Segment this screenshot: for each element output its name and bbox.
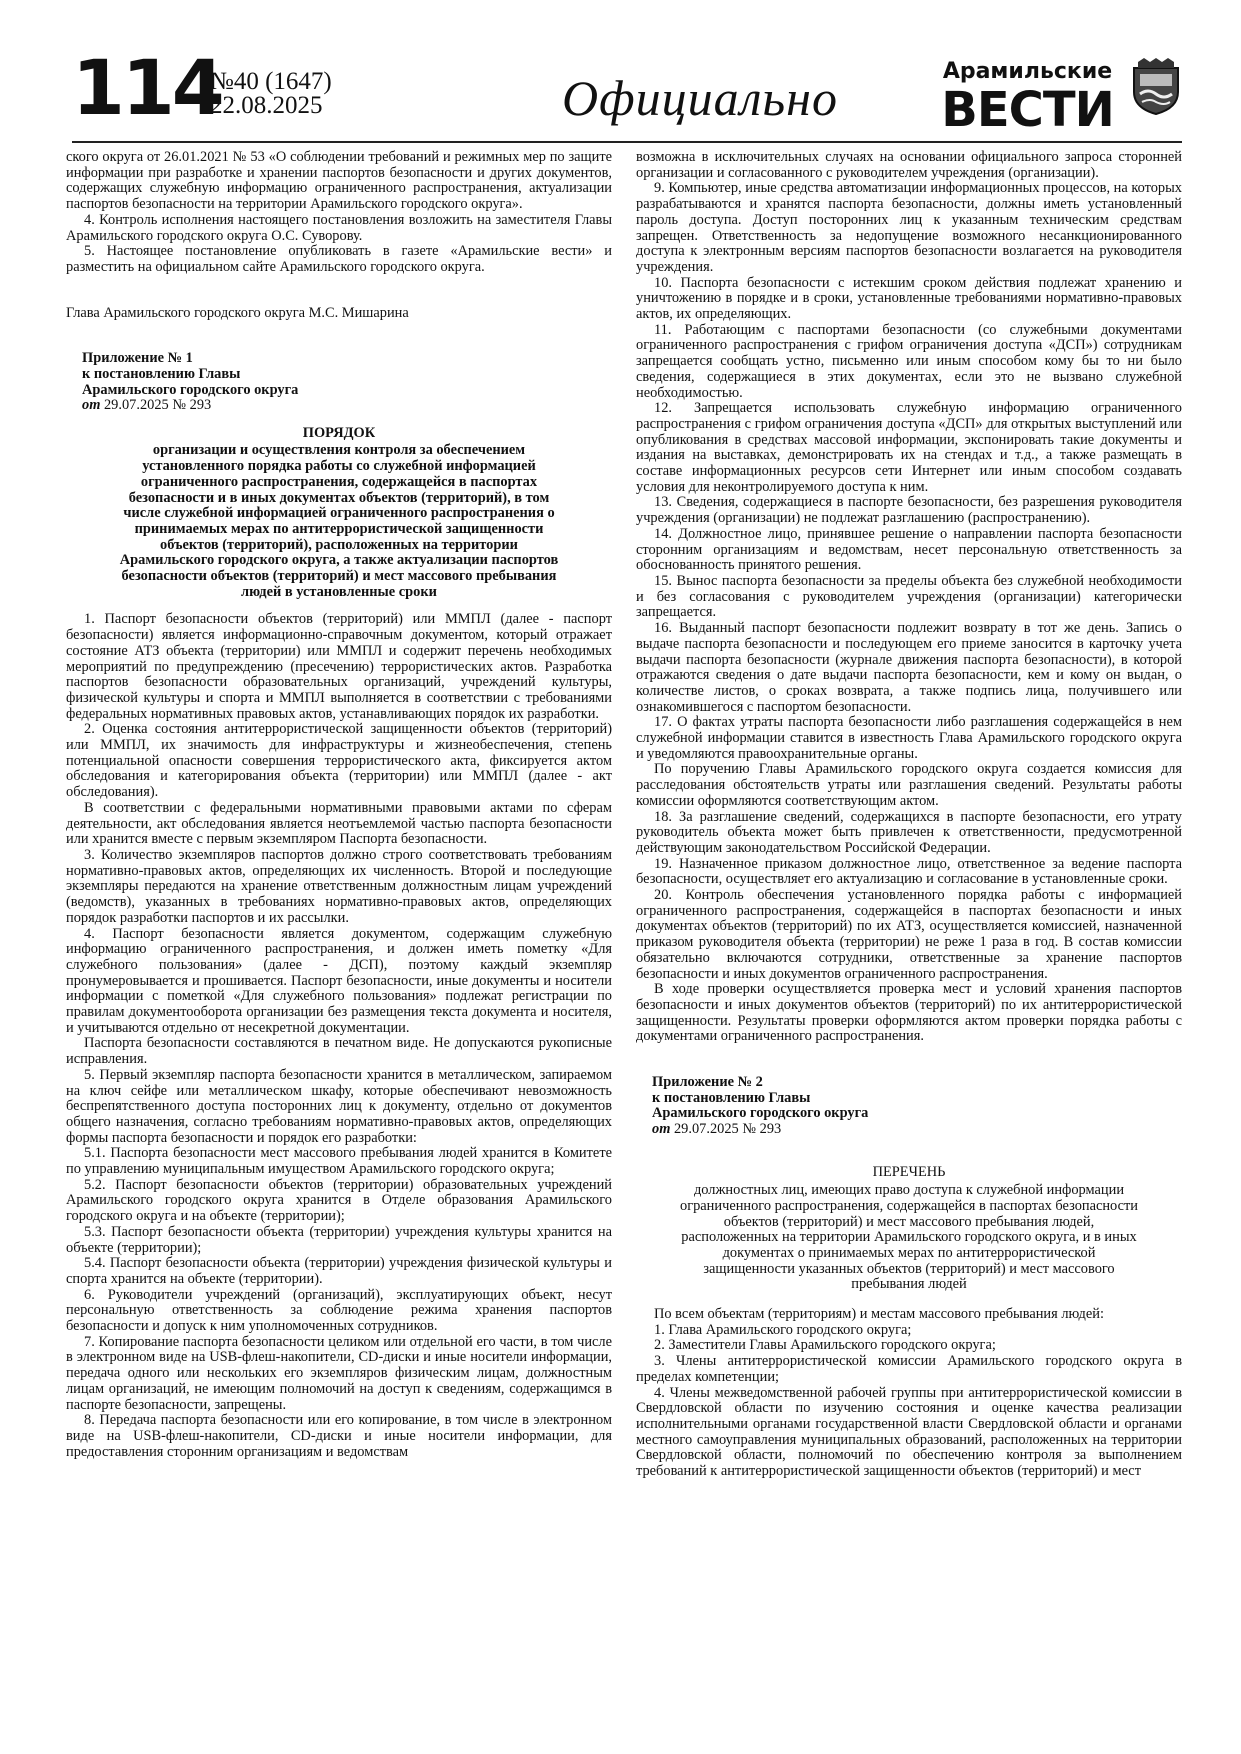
body-paragraph: Паспорта безопасности составляются в печатном виде. Не допускаются рукописные исправления. [66,1035,612,1068]
issue-info [210,70,332,118]
appendix-date-value: 29.07.2025 № 293 [670,1120,782,1137]
appendix-line: к постановлению Главы [82,365,241,382]
list-title: ПЕРЕЧЕНЬ [872,1164,946,1181]
appendix-line: Арамильского городского округа [652,1105,869,1122]
list-item: 1. Глава Арамильского городского округа; [654,1321,912,1338]
body-paragraph: 1. Паспорт безопасности объектов (территорий) или ММПЛ (далее - паспорт безопасности) является информационно-справочным документом, который отражает состояние АТЗ объекта (территории) или ММПЛ и содержит перечень необходимых мероприятий по предупреждению (пресечению) террористических актов. Разработка паспортов безопасности образовательных организаций, учреждений культуры, физической культуры и спорта и ММПЛ выполняется в соответствии с требованиями федеральных нормативных правовых актов, устанавливающих порядок их разработки. [66,611,612,722]
logo-main-text: ВЕСТИ [941,82,1114,138]
body-paragraph: 17. О фактах утраты паспорта безопасности либо разглашения содержащейся в нем служебной информации ставится в известность Глава Арамильского городского округа и уведомляются правоохранительные органы. [636,714,1182,762]
body-paragraph: 19. Назначенное приказом должностное лицо, ответственное за ведение паспорта безопасности, осуществляет его актуализацию и согласование в установленные сроки. [636,855,1182,888]
list-item: По всем объектам (территориям) и местам массового пребывания людей: [654,1306,1104,1323]
document-title: ПОРЯДОК [302,424,376,441]
issue-number: №40 (1647) [210,68,332,95]
appendix-date-prefix: от [82,397,101,414]
list-item: 3. Члены антитеррористической комиссии Арамильского городского округа в пределах компетенции; [636,1353,1182,1385]
body-paragraph: 5.4. Паспорт безопасности объекта (территории) учреждения физической культуры и спорта хранится на объекте (территории). [66,1255,612,1287]
body-paragraph: возможна в исключительных случаях на основании официального запроса сторонней организации и согласованного с руководителем учреждения (организации). [636,149,1182,181]
appendix-line: Приложение № 1 [82,350,193,367]
body-paragraph: 5. Первый экземпляр паспорта безопасности хранится в металлическом, запираемом на ключ сейфе или металлическом шкафу, которые обеспечивают невозможность беспрепятственного доступа посторонних лиц к документу, отдельно от документов общего назначения, согласно требованиям нормативно-правовых актов, определяющих формы паспорта безопасности и порядок его разработки: [66,1066,612,1146]
list-item: 4. Члены межведомственной рабочей группы при антитеррористической комиссии в Свердловской области по изучению состояния и оценке качества реализации исполнительными органами государственной власти Свердловской области и органами местного самоуправления муниципальных образований, расположенных на территории Свердловской области, полномочий по обеспечению контроля за выполнением требований к антитеррористической защищенности объектов (территорий) и мест [636,1384,1182,1480]
body-paragraph: 16. Выданный паспорт безопасности подлежит возврату в тот же день. Запись о выдаче паспорта безопасности и последующем его приеме заносится в карточку учета выдачи паспорта безопасности (журнале движения паспорта безопасности), в которой отражаются сведения о дате выдачи паспорта безопасности, кем и кому он выдан, о количестве листов, о сроках возврата, а также подпись лица, получившего или ознакомившегося с паспортом безопасности. [636,620,1182,715]
newspaper-logo [940,60,1115,136]
body-paragraph: 4. Паспорт безопасности является документом, содержащим служебную информацию ограниченного распространения, и должен иметь пометку «Для служебного пользования» (далее - ДСП), поэтому каждый экземпляр пронумеровывается и прошивается. Паспорт безопасности, иные документы и носители информации с пометкой «Для служебного пользования» подлежат регистрации по правилам документооборота организации без размещения текста документа и носителя, и учитываются отдельно от несекретной документации. [66,925,612,1036]
body-paragraph: В ходе проверки осуществляется проверка мест и условий хранения паспортов безопасности и иных документов объектов (территорий) по их антитеррористической защищенности. Результаты проверки оформляются актом проверки порядка работы с документами ограниченного распространения. [636,981,1182,1045]
coat-of-arms-icon [1132,58,1180,116]
intro-paragraph: 5. Настоящее постановление опубликовать в газете «Арамильские вести» и разместить на официальном сайте Арамильского городского округа. [66,243,612,275]
body-paragraph: 7. Копирование паспорта безопасности целиком или отдельной его части, в том числе в электронном виде на USB-флеш-накопители, CD-диски и иные носители информации, передача одного или нескольких его экземпляров физическим лицам, должностным лицам организаций, не имеющим полномочий на доступ к сведениям, содержащимся в паспорте безопасности, запрещены. [66,1333,612,1413]
signature-line: Глава Арамильского городского округа М.С. Мишарина [66,304,409,321]
appendix-line: к постановлению Главы [652,1089,811,1106]
body-paragraph: 20. Контроль обеспечения установленного порядка работы с информацией ограниченного распространения, содержащейся в паспортах безопасности и иных документах объектов (территорий) по их АТЗ, осуществляется комиссией, назначенной приказом руководителя объекта (территории) не реже 1 раза в год. В состав комиссии обязательно включаются сотрудники, ответственные за хранение паспортов безопасности и иных документов ограниченного распространения. [636,887,1182,982]
body-paragraph: 6. Руководители учреждений (организаций), эксплуатирующих объект, несут персональную ответственность за соблюдение режима хранения паспортов безопасности и допуск к ним уполномоченных сотрудников. [66,1286,612,1335]
body-paragraph: 10. Паспорта безопасности с истекшим сроком действия подлежат хранению и уничтожению в порядке и в сроки, установленные требованиями нормативно-правовых актов, их определяющих. [636,274,1182,323]
body-paragraph: 14. Должностное лицо, принявшее решение о направлении паспорта безопасности сторонним организациям и ведомствам, несет персональную ответственность за обоснованность принятого решения. [636,525,1182,574]
appendix-line: Арамильского городского округа [82,381,299,398]
issue-date: 22.08.2025 [210,92,323,119]
body-paragraph: В соответствии с федеральными нормативными правовыми актами по сферам деятельности, акт обследования является неотъемлемой частью паспорта безопасности или хранится вместе с первым экземпляром Паспорта безопасности. [66,799,612,848]
left-column [66,150,612,1460]
list-item: 2. Заместители Главы Арамильского городского округа; [654,1337,996,1354]
right-column [636,150,1182,1480]
appendix-date [82,398,612,414]
appendix-line: Приложение № 2 [652,1074,763,1091]
intro-paragraph: ского округа от 26.01.2021 № 53 «О соблюдении требований и режимных мер по защите информации при разработке и хранении паспортов безопасности и других документов, содержащих служебную информацию ограниченного распространения, актуализации паспортов безопасности на территории Арамильского городского округа». [66,149,612,213]
body-paragraph: 13. Сведения, содержащиеся в паспорте безопасности, без разрешения руководителя учреждения (организации) не подлежат разглашению (распространению). [636,494,1182,527]
body-paragraph: 2. Оценка состояния антитеррористической защищенности объектов (территорий) или ММПЛ, их значимость для инфраструктуры и жизнеобеспечения, степень потенциальной опасности совершения террористического акта, фиксируется актом обследования и категорирования объекта (территории) или ММПЛ (далее - акт обследования). [66,721,612,801]
appendix-1-header [82,351,612,413]
body-paragraph: 5.3. Паспорт безопасности объекта (территории) учреждения культуры хранится на объекте (территории); [66,1223,612,1256]
page-number: 114 [72,43,222,132]
document-subtitle: организации и осуществления контроля за обеспечением установленного порядка работы со служебной информацией ограниченного распространения, содержащейся в паспортах безопасности и в иных документах объектов (территорий), в том числе служебной информацией ограниченного распространения о принимаемых мерах по антитеррористической защищенности объектов (территорий), расположенных на территории Арамильского городского округа, а также актуализации паспортов безопасности объектов (территорий) и мест массового пребывания людей в установленные сроки [119,442,559,600]
body-paragraph: 3. Количество экземпляров паспортов должно строго соответствовать требованиям нормативно-правовых актов, определяющих их численность. Второй и последующие экземпляры передаются на хранение ответственным должностным лицам учреждений (ведомств), указанных в требованиях нормативно-правовых актов, определяющих порядок разработки паспортов и их рассылки. [66,846,612,926]
body-paragraph: 12. Запрещается использовать служебную информацию ограниченного распространения с грифом ограничения доступа «ДСП» для открытых выступлений или опубликования в средствах массовой информации, экспонировать такие документы и издания на выставках, демонстрировать их на стендах и т.д., а также размещать в составе информационных ресурсов сети Интернет или иным способом создавать условия для неконтролируемого доступа к ним. [636,400,1182,495]
body-paragraph: 5.1. Паспорта безопасности мест массового пребывания людей хранится в Комитете по управлению муниципальным имуществом Арамильского городского округа; [66,1145,612,1178]
body-paragraph: 18. За разглашение сведений, содержащихся в паспорте безопасности, его утрату руководитель объекта может быть привлечен к ответственности, предусмотренной действующим законодательством Российской Федерации. [636,808,1182,856]
list-subtitle: должностных лиц, имеющих право доступа к служебной информации ограниченного распространения, содержащейся в паспортах безопасности объектов (территорий) и мест массового пребывания людей, расположенных на территории Арамильского городского округа, и в иных документах о принимаемых мерах по антитеррористической защищенности указанных объектов (территорий) и мест массового пребывания людей [680,1182,1138,1293]
intro-paragraph: 4. Контроль исполнения настоящего постановления возложить на заместителя Главы Арамильского городского округа О.С. Суворову. [66,211,612,244]
body-paragraph: 9. Компьютер, иные средства автоматизации информационных процессов, на которых разрабатываются и хранятся паспорта безопасности, должны иметь установленный пароль доступа. Доступ посторонних лиц к указанным техническим средствам запрещен. Ответственность за недопущение возможного несанкционированного доступа к электронным версиям паспортов безопасности возлагается на руководителя учреждения. [636,180,1182,275]
header-rule [72,141,1182,143]
section-title: Официально [562,70,838,126]
body-paragraph: 8. Передача паспорта безопасности или его копирование, в том числе в электронном виде на USB-флеш-накопители, CD-диски и иные носители информации, для предоставления сторонним организациям и ведомствам [66,1412,612,1460]
appendix-date [652,1122,1182,1138]
body-paragraph: По поручению Главы Арамильского городского округа создается комиссия для расследования обстоятельств утраты или разглашения сведений. Результаты работы комиссии оформляются соответствующим актом. [636,761,1182,809]
logo-top-text: Арамильские [942,59,1113,84]
appendix-date-prefix: от [652,1120,671,1137]
body-paragraph: 15. Вынос паспорта безопасности за пределы объекта без служебной необходимости и без согласования с руководителем учреждения (организации) категорически запрещается. [636,572,1182,621]
page-header [72,40,1182,140]
appendix-date-value: 29.07.2025 № 293 [100,397,212,414]
appendix-2-header [652,1075,1182,1137]
body-paragraph: 11. Работающим с паспортами безопасности (со служебными документами ограниченного распространения с грифом ограничения доступа «ДСП») сотрудникам запрещается сообщать устно, письменно или иным способом кому бы то ни было сведения, содержащиеся в этих документах, если это не вызвано служебной необходимостью. [636,321,1182,401]
body-paragraph: 5.2. Паспорт безопасности объектов (территории) образовательных учреждений Арамильского городского округа хранится в Отделе образования Арамильского городского округа и на объекте (территории); [66,1176,612,1225]
